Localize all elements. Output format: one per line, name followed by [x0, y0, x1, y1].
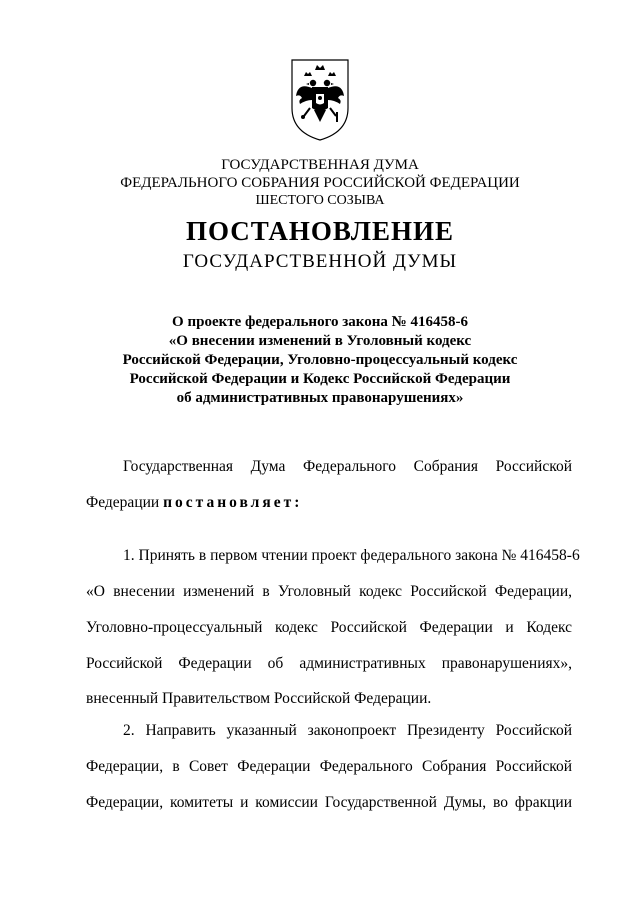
item2-line: Федерации, в Совет Федерации Федерального Собрания Российской — [86, 758, 572, 775]
document-subtitle: ГОСУДАРСТВЕННОЙ ДУМЫ — [182, 251, 458, 272]
subject-line: О проекте федерального закона № 416458-6 — [172, 314, 468, 330]
document-title: ПОСТАНОВЛЕНИЕ — [185, 216, 455, 246]
item1-line: Российской Федерации об административных правонарушениях», — [86, 655, 572, 672]
item1-line: «О внесении изменений в Уголовный кодекс Российской Федерации, — [86, 583, 572, 600]
item2-line: Федерации, комитеты и комиссии Государственной Думы, во фракции — [86, 794, 572, 811]
issuer-line-2: ФЕДЕРАЛЬНОГО СОБРАНИЯ РОССИЙСКОЙ ФЕДЕРАЦИИ — [120, 175, 520, 191]
preamble-line-2 — [86, 494, 572, 512]
preamble-verb: постановляет: — [163, 494, 303, 511]
item1-line: Уголовно-процессуальный кодекс Российской Федерации и Кодекс — [86, 619, 572, 636]
subject-line: Российской Федерации, Уголовно-процессуальный кодекс — [122, 352, 518, 368]
preamble-line-1: Государственная Дума Федерального Собрания Российской — [123, 458, 572, 475]
document-subject — [0, 313, 640, 408]
preamble-prefix: Федерации — [86, 494, 160, 511]
subject-line: об административных правонарушениях» — [176, 390, 464, 406]
subject-line: Российской Федерации и Кодекс Российской Федерации — [129, 371, 511, 387]
item2-line: 2. Направить указанный законопроект Президенту Российской — [123, 722, 572, 739]
coat-of-arms-icon — [288, 56, 352, 144]
item1-line: внесенный Правительством Российской Федерации. — [86, 690, 432, 707]
issuer-line-1: ГОСУДАРСТВЕННАЯ ДУМА — [221, 157, 419, 173]
issuer-line-3: ШЕСТОГО СОЗЫВА — [255, 193, 385, 208]
subject-line: «О внесении изменений в Уголовный кодекс — [168, 333, 472, 349]
item1-line: 1. Принять в первом чтении проект федерального закона № 416458-6 — [123, 547, 580, 564]
